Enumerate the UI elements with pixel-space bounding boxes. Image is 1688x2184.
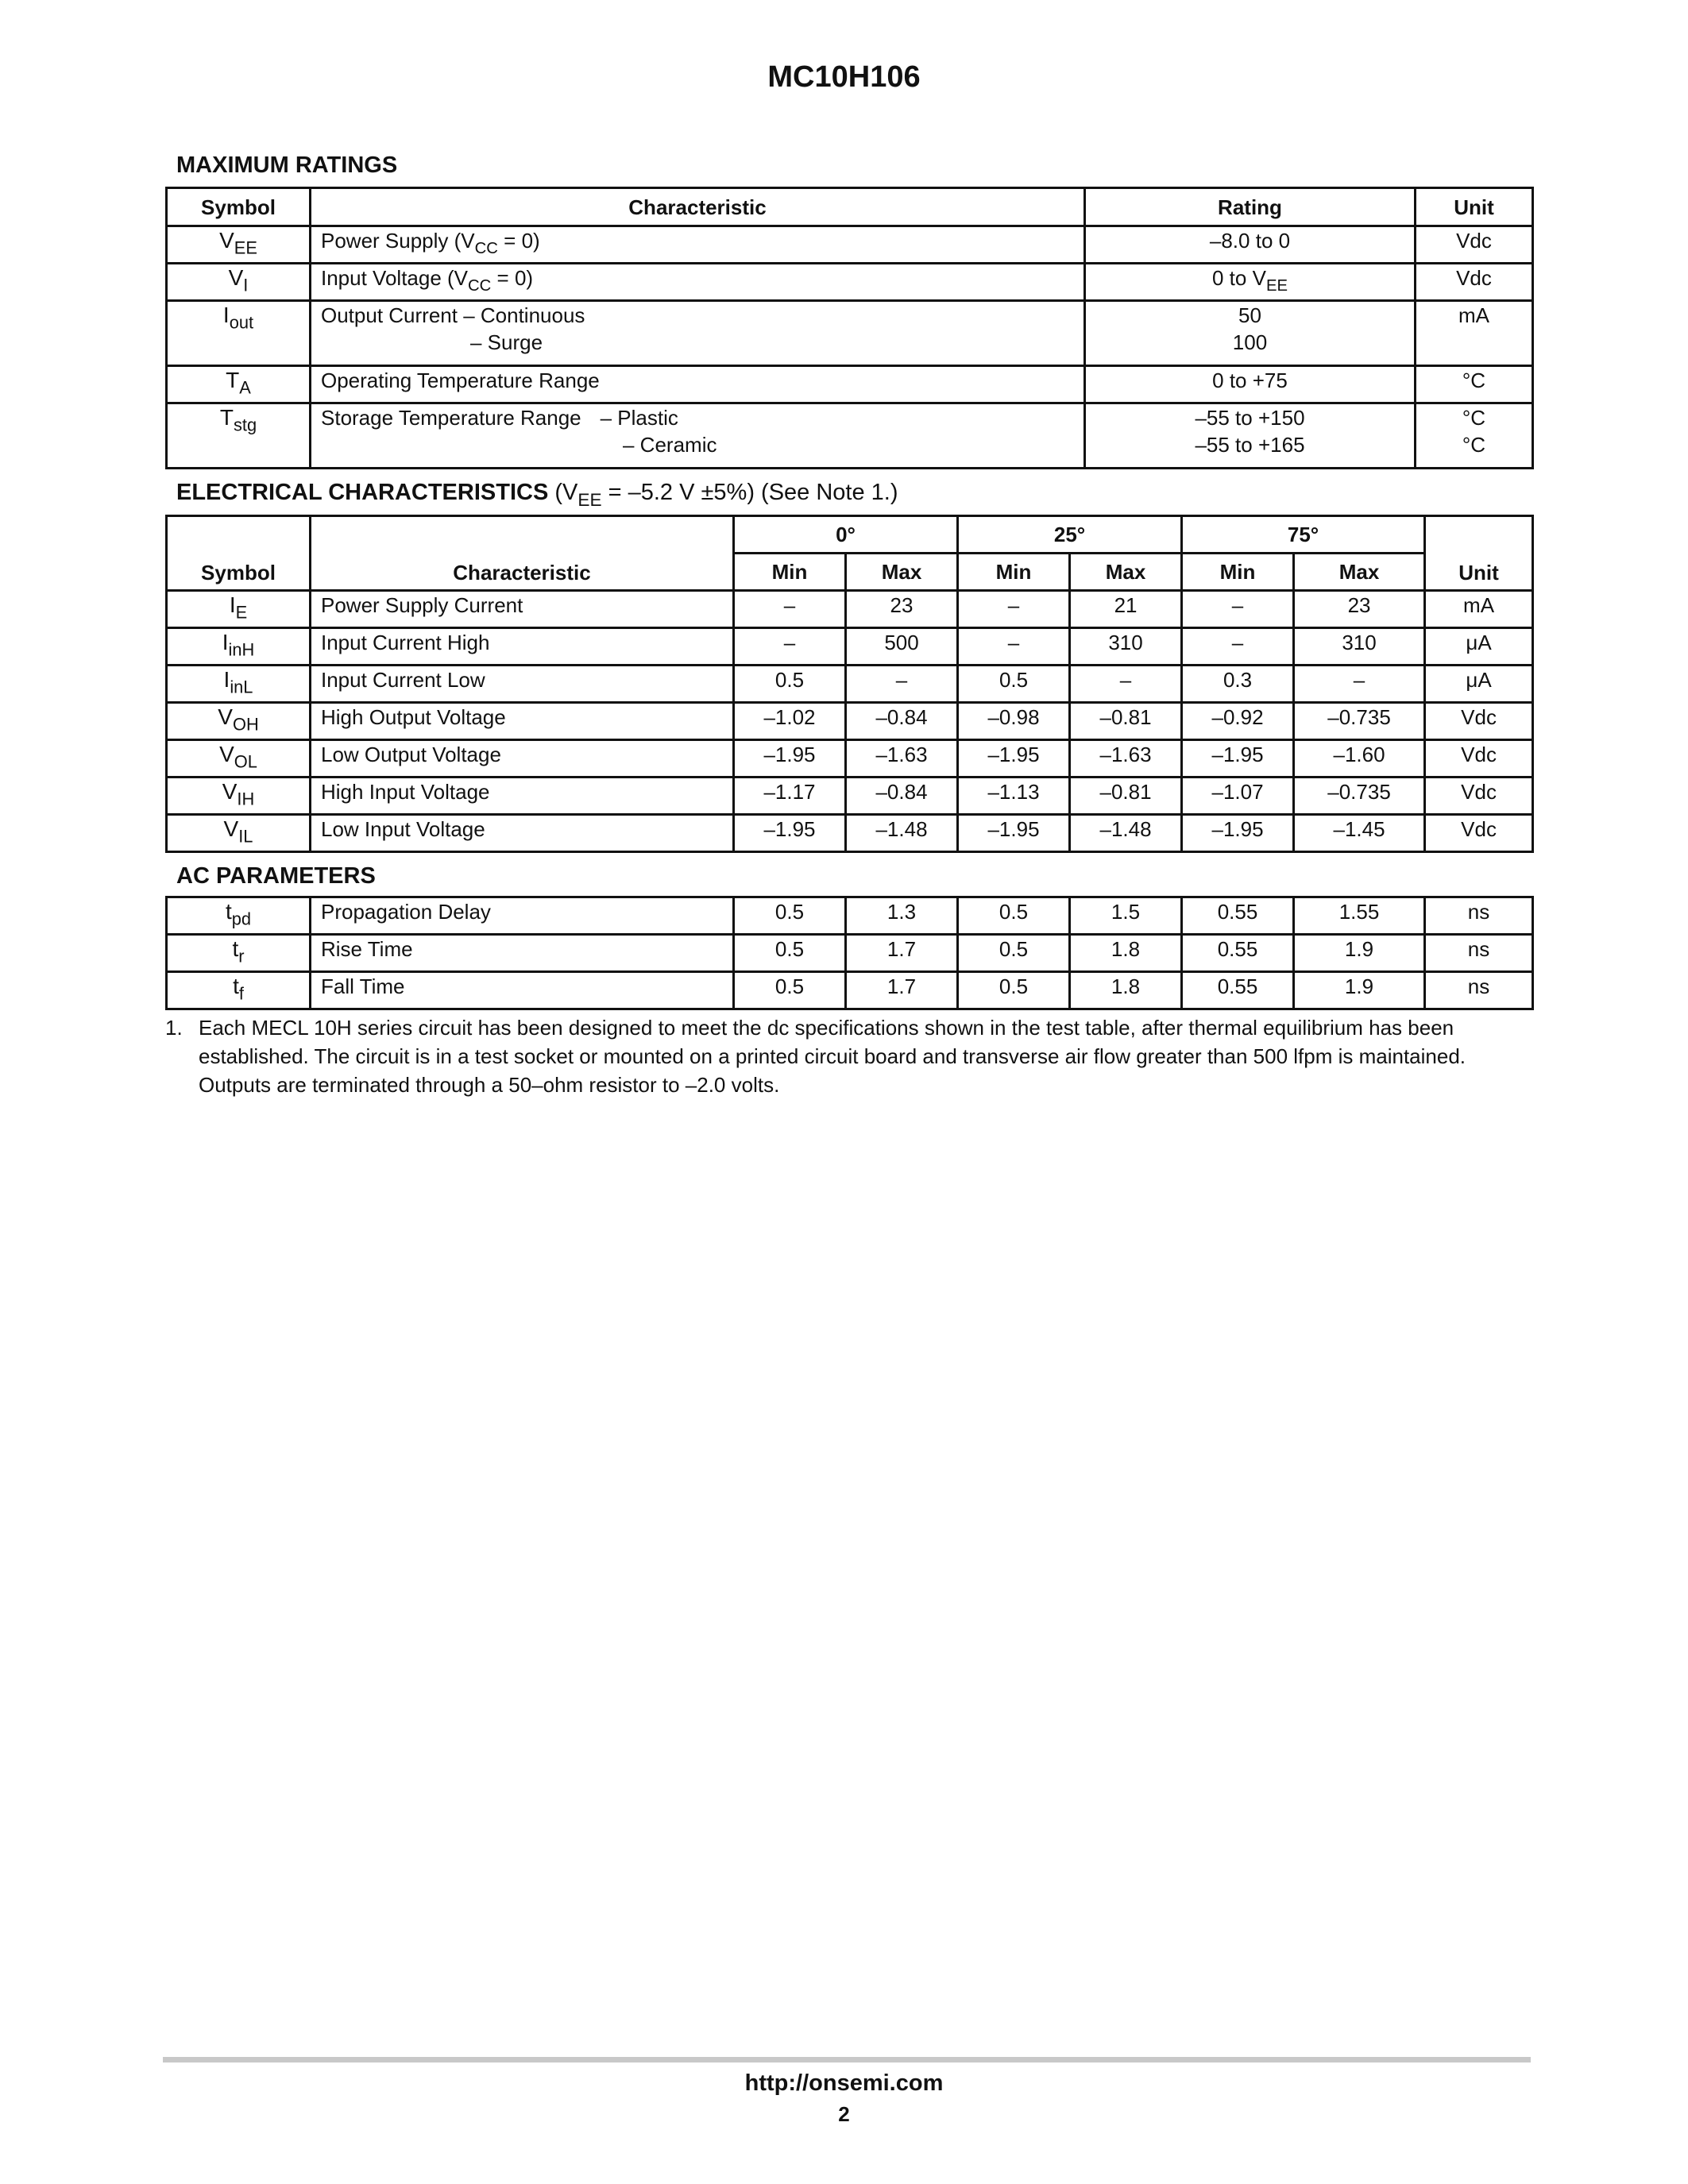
symbol-text: V (223, 816, 239, 841)
min-value-cell: – (1182, 628, 1294, 666)
max-ratings-table (165, 187, 1534, 469)
unit-cell: Vdc (1425, 778, 1533, 815)
symbol-subscript: OL (234, 751, 257, 772)
characteristic-cell: Low Input Voltage (311, 815, 734, 852)
symbol-text: I (229, 592, 236, 617)
unit-cell: Vdc (1416, 264, 1533, 301)
max-value-cell: –0.735 (1294, 778, 1425, 815)
symbol-cell (167, 778, 311, 815)
max-value-cell: –1.48 (1070, 815, 1182, 852)
min-value-cell: 0.5 (734, 972, 846, 1009)
symbol-cell (167, 264, 311, 301)
symbol-text: V (222, 779, 238, 804)
header-temp-25: 25° (958, 516, 1182, 554)
max-value-cell: 23 (846, 591, 958, 628)
min-value-cell: –0.98 (958, 703, 1070, 740)
min-value-cell: – (958, 628, 1070, 666)
max-value-cell: –1.45 (1294, 815, 1425, 852)
header-max: Max (1294, 554, 1425, 591)
characteristic-cell: Input Current High (311, 628, 734, 666)
symbol-subscript: r (238, 946, 245, 967)
footnote-number: 1. (165, 1016, 183, 1040)
symbol-cell (167, 403, 311, 469)
document-title: MC10H106 (767, 60, 921, 94)
max-value-cell: –1.63 (1070, 740, 1182, 778)
max-value-cell: 310 (1070, 628, 1182, 666)
header-symbol: Symbol (167, 188, 311, 226)
electrical-condition (548, 480, 898, 510)
max-value-cell: –1.60 (1294, 740, 1425, 778)
characteristic-cell (311, 264, 1085, 301)
header-min: Min (1182, 554, 1294, 591)
electrical-title-text: ELECTRICAL CHARACTERISTICS (176, 480, 549, 505)
rating-line: 100 (1232, 330, 1268, 354)
unit-cell: mA (1416, 301, 1533, 366)
rating-cell (1085, 301, 1416, 366)
rating-line: –55 to +150 (1195, 406, 1305, 430)
symbol-text: T (219, 405, 234, 430)
characteristic-line: Storage Temperature Range (321, 406, 581, 430)
symbol-text: t (233, 974, 239, 998)
symbol-text: I (223, 667, 230, 692)
min-value-cell: –0.92 (1182, 703, 1294, 740)
symbol-cell (167, 815, 311, 852)
characteristic-line: Output Current – Continuous (321, 303, 585, 327)
characteristic-line: – Surge (470, 330, 543, 354)
symbol-subscript: OH (232, 714, 259, 735)
symbol-cell (167, 935, 311, 972)
symbol-cell (167, 666, 311, 703)
characteristic-subscript: CC (474, 240, 498, 258)
table-row (167, 778, 1533, 815)
symbol-text: I (222, 303, 230, 327)
min-value-cell: 0.5 (734, 897, 846, 935)
min-value-cell: 0.5 (958, 897, 1070, 935)
symbol-subscript: out (229, 312, 254, 333)
max-value-cell: 1.7 (846, 935, 958, 972)
electrical-title (176, 480, 898, 510)
rating-cell: 0 to +75 (1085, 366, 1416, 403)
max-value-cell: 500 (846, 628, 958, 666)
rating-text: 0 to V (1212, 266, 1266, 290)
max-value-cell: 23 (1294, 591, 1425, 628)
characteristic-cell (311, 403, 1085, 469)
min-value-cell: 0.5 (958, 935, 1070, 972)
min-value-cell: 0.5 (734, 666, 846, 703)
min-value-cell: –1.95 (1182, 815, 1294, 852)
ac-table (165, 896, 1534, 1010)
symbol-subscript: inL (230, 677, 253, 697)
symbol-cell (167, 703, 311, 740)
rating-cell (1085, 403, 1416, 469)
unit-cell: Vdc (1425, 703, 1533, 740)
table-row (167, 264, 1533, 301)
min-value-cell: – (734, 628, 846, 666)
symbol-cell (167, 591, 311, 628)
condition-text: (V (548, 480, 578, 505)
symbol-subscript: A (239, 377, 251, 398)
max-value-cell: 1.7 (846, 972, 958, 1009)
min-value-cell: 0.55 (1182, 935, 1294, 972)
max-value-cell: –1.48 (846, 815, 958, 852)
max-value-cell: 1.5 (1070, 897, 1182, 935)
characteristic-cell: High Output Voltage (311, 703, 734, 740)
characteristic-cell: Power Supply Current (311, 591, 734, 628)
symbol-subscript: IL (238, 826, 253, 847)
min-value-cell: 0.5 (958, 972, 1070, 1009)
unit-cell: Vdc (1416, 226, 1533, 264)
header-temp-0: 0° (734, 516, 958, 554)
min-value-cell: 0.55 (1182, 897, 1294, 935)
temperature-header-row (167, 516, 1533, 554)
unit-line: °C (1462, 406, 1486, 430)
symbol-subscript: EE (234, 237, 257, 258)
header-rating: Rating (1085, 188, 1416, 226)
characteristic-subscript: CC (468, 277, 492, 295)
symbol-subscript: f (238, 983, 244, 1004)
table-row (167, 972, 1533, 1009)
min-value-cell: –1.17 (734, 778, 846, 815)
characteristic-variant: – Ceramic (623, 433, 717, 457)
table-row (167, 366, 1533, 403)
symbol-text: V (219, 742, 234, 766)
symbol-subscript: stg (233, 415, 257, 435)
min-value-cell: –1.95 (958, 815, 1070, 852)
max-ratings-header-row (167, 188, 1533, 226)
min-value-cell: –1.02 (734, 703, 846, 740)
max-value-cell: – (1070, 666, 1182, 703)
ac-rows (167, 897, 1533, 1009)
min-value-cell: 0.5 (958, 666, 1070, 703)
unit-cell: ns (1425, 935, 1533, 972)
symbol-text: I (222, 630, 229, 654)
characteristic-cell: Low Output Voltage (311, 740, 734, 778)
symbol-text: t (232, 936, 239, 961)
min-value-cell: –1.95 (734, 815, 846, 852)
symbol-cell (167, 897, 311, 935)
max-value-cell: 1.9 (1294, 972, 1425, 1009)
symbol-cell (167, 628, 311, 666)
characteristic-variant: – Plastic (600, 406, 678, 430)
symbol-cell (167, 226, 311, 264)
characteristic-text: Power Supply (V (321, 229, 475, 253)
symbol-text: V (228, 265, 244, 290)
table-row (167, 226, 1533, 264)
unit-cell: °C (1416, 366, 1533, 403)
table-row (167, 897, 1533, 935)
characteristic-cell (311, 226, 1085, 264)
header-min: Min (734, 554, 846, 591)
unit-line: °C (1462, 433, 1486, 457)
table-row (167, 703, 1533, 740)
symbol-cell (167, 366, 311, 403)
footer-link[interactable]: http://onsemi.com (744, 2070, 944, 2096)
max-value-cell: – (1294, 666, 1425, 703)
header-unit: Unit (1416, 188, 1533, 226)
header-unit: Unit (1425, 516, 1533, 591)
characteristic-cell (311, 301, 1085, 366)
characteristic-tail: = 0) (491, 266, 534, 290)
electrical-table (165, 515, 1534, 853)
unit-cell: μA (1425, 666, 1533, 703)
symbol-text: t (225, 899, 232, 924)
symbol-cell (167, 301, 311, 366)
symbol-text: T (226, 368, 240, 392)
unit-cell (1416, 403, 1533, 469)
min-value-cell: – (958, 591, 1070, 628)
rating-cell (1085, 264, 1416, 301)
rating-cell: –8.0 to 0 (1085, 226, 1416, 264)
symbol-cell (167, 740, 311, 778)
header-min: Min (958, 554, 1070, 591)
max-value-cell: 21 (1070, 591, 1182, 628)
rating-line: 50 (1238, 303, 1261, 327)
condition-subscript: EE (577, 489, 602, 510)
max-value-cell: 1.8 (1070, 972, 1182, 1009)
max-value-cell: 1.9 (1294, 935, 1425, 972)
min-value-cell: 0.3 (1182, 666, 1294, 703)
min-value-cell: –1.95 (734, 740, 846, 778)
header-characteristic: Characteristic (311, 516, 734, 591)
max-value-cell: –1.63 (846, 740, 958, 778)
characteristic-cell: Operating Temperature Range (311, 366, 1085, 403)
header-symbol: Symbol (167, 516, 311, 591)
table-row (167, 815, 1533, 852)
max-value-cell: – (846, 666, 958, 703)
symbol-subscript: E (235, 602, 248, 623)
symbol-subscript: I (243, 275, 249, 295)
rating-line: –55 to +165 (1195, 433, 1305, 457)
characteristic-tail: = 0) (497, 229, 540, 253)
page-number: 2 (838, 2102, 850, 2126)
max-value-cell: 310 (1294, 628, 1425, 666)
max-value-cell: 1.8 (1070, 935, 1182, 972)
header-max: Max (1070, 554, 1182, 591)
header-temp-75: 75° (1182, 516, 1425, 554)
characteristic-cell: High Input Voltage (311, 778, 734, 815)
symbol-subscript: pd (231, 909, 252, 929)
table-row (167, 591, 1533, 628)
unit-cell: ns (1425, 897, 1533, 935)
table-row (167, 935, 1533, 972)
table-row (167, 628, 1533, 666)
symbol-cell (167, 972, 311, 1009)
characteristic-cell: Input Current Low (311, 666, 734, 703)
unit-cell: ns (1425, 972, 1533, 1009)
min-value-cell: –1.13 (958, 778, 1070, 815)
rating-subscript: EE (1265, 277, 1288, 295)
max-value-cell: –0.81 (1070, 703, 1182, 740)
footer-divider (163, 2057, 1531, 2062)
max-value-cell: 1.55 (1294, 897, 1425, 935)
max-value-cell: –0.84 (846, 778, 958, 815)
min-value-cell: –1.95 (1182, 740, 1294, 778)
electrical-rows (167, 591, 1533, 852)
characteristic-cell: Propagation Delay (311, 897, 734, 935)
table-row (167, 740, 1533, 778)
min-value-cell: –1.95 (958, 740, 1070, 778)
header-max: Max (846, 554, 958, 591)
max-ratings-title: MAXIMUM RATINGS (176, 152, 398, 178)
table-row (167, 666, 1533, 703)
symbol-subscript: inH (228, 639, 255, 660)
condition-tail: = –5.2 V ±5%) (See Note 1.) (601, 480, 898, 505)
table-row (167, 403, 1533, 469)
max-value-cell: 1.3 (846, 897, 958, 935)
characteristic-cell: Rise Time (311, 935, 734, 972)
min-value-cell: –1.07 (1182, 778, 1294, 815)
unit-cell: Vdc (1425, 740, 1533, 778)
unit-cell: mA (1425, 591, 1533, 628)
unit-cell: μA (1425, 628, 1533, 666)
header-characteristic: Characteristic (311, 188, 1085, 226)
characteristic-cell: Fall Time (311, 972, 734, 1009)
min-value-cell: – (734, 591, 846, 628)
max-value-cell: –0.81 (1070, 778, 1182, 815)
unit-cell: Vdc (1425, 815, 1533, 852)
symbol-subscript: IH (237, 789, 255, 809)
footnote (165, 1013, 1535, 1099)
max-value-cell: –0.84 (846, 703, 958, 740)
footnote-text: Each MECL 10H series circuit has been designed to meet the dc specifications shown in the test table, after thermal equilibrium has been established. The circuit is in a test socket or mounted on a printed circuit board and transverse air flow greater than 500 lfpm is maintained. Outputs are terminated through a 50–ohm resistor to –2.0 volts. (199, 1016, 1466, 1097)
min-value-cell: 0.5 (734, 935, 846, 972)
max-value-cell: –0.735 (1294, 703, 1425, 740)
min-value-cell: – (1182, 591, 1294, 628)
ac-parameters-title: AC PARAMETERS (176, 863, 376, 889)
characteristic-text: Input Voltage (V (321, 266, 469, 290)
table-row (167, 301, 1533, 366)
min-value-cell: 0.55 (1182, 972, 1294, 1009)
symbol-text: V (218, 704, 233, 729)
symbol-text: V (219, 228, 234, 253)
